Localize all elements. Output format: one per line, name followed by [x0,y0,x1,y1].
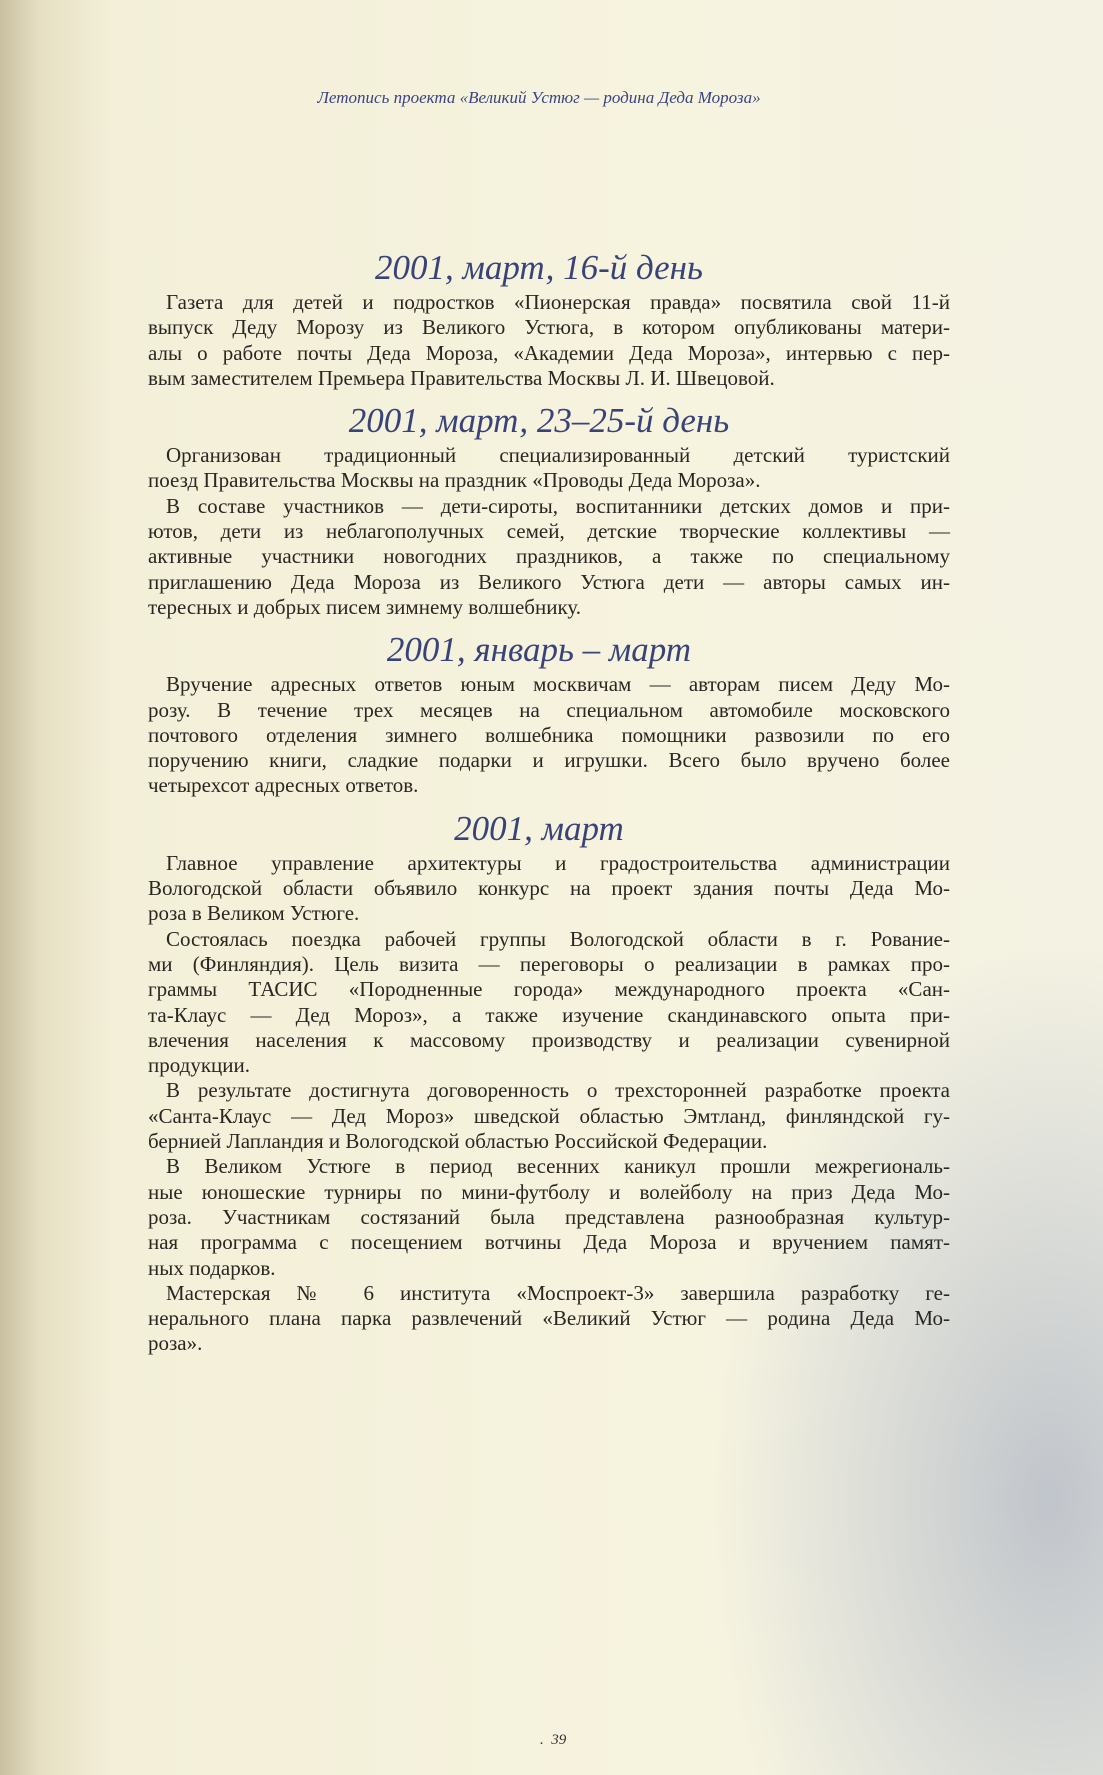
paragraph [148,290,950,391]
text-line: граммы ТАСИС «Породненные города» международного проекта «Сан- [148,977,950,1002]
paragraph [148,1078,950,1154]
text-line: четырехсот адресных ответов. [148,773,419,798]
text-line: В составе участников — дети-сироты, воспитанники детских домов и при- [166,493,950,518]
text-line: вым заместителем Премьера Правительства Москвы Л. И. Швецовой. [148,365,775,390]
page-number-value: 39 [551,1732,567,1748]
text-line: поручению книги, сладкие подарки и игрушки. Всего было вручено более [148,748,950,773]
text-line: Вручение адресных ответов юным москвичам — авторам писем Деду Мо- [166,672,950,697]
paragraph [148,1281,950,1357]
text-line: поезд Правительства Москвы на праздник «Проводы Деда Мороза». [148,468,761,493]
text-line: Главное управление архитектуры и градостроительства администрации [166,850,950,875]
paragraph [148,494,950,620]
text-line: В результате достигнута договоренность о трехсторонней разработке проекта [166,1078,950,1103]
page-content [148,246,950,1381]
text-line: приглашению Деда Мороза из Великого Устюга дети — авторы самых ин- [148,569,950,594]
text-line: роза». [148,1331,203,1356]
text-line: выпуск Деду Морозу из Великого Устюга, в котором опубликованы матери- [148,315,950,340]
text-line: нерального плана парка развлечений «Великий Устюг — родина Деда Мо- [148,1306,950,1331]
chronicle-entry [148,246,950,391]
page-number [540,1732,566,1749]
page-number-dot: . [540,1732,544,1748]
text-line: Вологодской области объявило конкурс на проект здания почты Деда Мо- [148,876,950,901]
text-line: ных подарков. [148,1255,276,1280]
text-line: продукции. [148,1053,250,1078]
chronicle-entry [148,628,950,798]
text-line: роза в Великом Устюге. [148,901,360,926]
text-line: ми (Финляндия). Цель визита — переговоры о реализации в рамках про- [148,951,950,976]
paragraph [148,1154,950,1280]
entry-date-heading: 2001, март, 23–25-й день [348,401,730,441]
entry-date-heading: 2001, март [454,808,624,848]
text-line: ные юношеские турниры по мини-футболу и волейболу на приз Деда Мо- [148,1179,950,1204]
text-line: Газета для детей и подростков «Пионерская правда» посвятила свой 11-й [166,290,950,314]
text-line: «Санта-Клаус — Дед Мороз» шведской областью Эмтланд, финляндской гу- [148,1103,950,1128]
text-line: Мастерская № 6 института «Моспроект-3» завершила разработку ге- [166,1280,950,1305]
paragraph [148,443,950,494]
text-line: Состоялась поездка рабочей группы Вологодской области в г. Рование- [166,926,950,951]
paragraph [148,851,950,927]
text-line: бернией Лапландия и Вологодской областью Российской Федерации. [148,1129,768,1154]
text-line: влечения населения к массовому производству и реализации сувенирной [148,1027,950,1052]
entry-date-heading: 2001, март, 16-й день [375,248,703,287]
paragraph [148,927,950,1079]
text-line: Организован традиционный специализированный детский туристский [166,443,950,468]
running-head [0,88,1103,108]
text-line: ютов, дети из неблагополучных семей, детские творческие коллективы — [148,519,950,544]
text-line: ная программа с посещением вотчины Деда Мороза и вручением памят- [148,1230,950,1255]
text-line: активные участники новогодних праздников, а также по специальному [148,544,950,569]
entry-date-heading: 2001, январь – март [386,630,692,670]
text-line: тересных и добрых писем зимнему волшебнику. [148,594,581,619]
chronicle-entry [148,807,950,1357]
running-head-text: Летопись проекта «Великий Устюг — родина Деда Мороза» [317,88,761,107]
text-line: роза. Участникам состязаний была представлена разнообразная культур- [148,1204,950,1229]
text-line: алы о работе почты Деда Мороза, «Академии Деда Мороза», интервью с пер- [148,340,950,365]
text-line: розу. В течение трех месяцев на специальном автомобиле московского [148,697,950,722]
paragraph [148,672,950,798]
text-line: почтового отделения зимнего волшебника помощники развозили по его [148,722,950,747]
text-line: В Великом Устюге в период весенних каникул прошли межрегиональ- [166,1154,950,1179]
chronicle-entry [148,399,950,620]
text-line: та-Клаус — Дед Мороз», а также изучение скандинавского опыта при- [148,1002,950,1027]
